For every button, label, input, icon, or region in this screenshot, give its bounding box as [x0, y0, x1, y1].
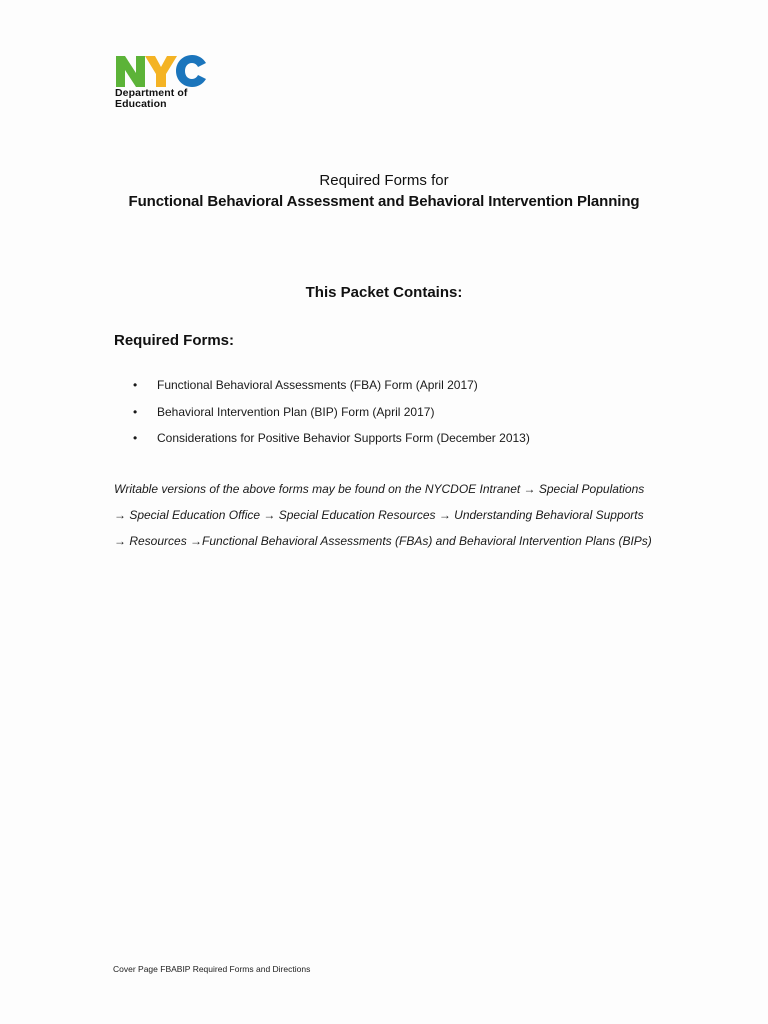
page-footer: Cover Page FBABIP Required Forms and Directions: [113, 964, 311, 974]
required-forms-heading: Required Forms:: [114, 332, 235, 349]
document-title: [0, 171, 768, 213]
bullet-icon: •: [133, 431, 138, 445]
logo-department-line1: Department of: [115, 87, 188, 99]
nyc-logo-mark: [115, 54, 207, 88]
list-item-text: Functional Behavioral Assessments (FBA) Form (April 2017): [157, 378, 478, 392]
list-item: [133, 425, 530, 452]
packet-contents-heading: This Packet Contains:: [305, 284, 463, 301]
list-item: [133, 399, 530, 426]
note-line-3: → Resources →Functional Behavioral Assessments (FBAs) and Behavioral Intervention Plans (BIPs): [114, 534, 652, 548]
required-forms-list: [133, 372, 530, 452]
bullet-icon: •: [133, 378, 138, 392]
note-line-1: Writable versions of the above forms may be found on the NYCDOE Intranet → Special Populations: [114, 482, 645, 496]
nyc-doe-logo: [115, 54, 225, 110]
list-item-text: Considerations for Positive Behavior Supports Form (December 2013): [157, 431, 530, 445]
title-line-2: Functional Behavioral Assessment and Behavioral Intervention Planning: [128, 193, 640, 210]
list-item: [133, 372, 530, 399]
writable-versions-note: [114, 476, 674, 554]
bullet-icon: •: [133, 404, 138, 419]
note-line-2: → Special Education Office → Special Education Resources → Understanding Behavioral Supports: [114, 508, 644, 522]
title-line-1: Required Forms for: [319, 172, 449, 189]
logo-department-line2: Education: [115, 98, 167, 110]
list-item-text: Behavioral Intervention Plan (BIP) Form (April 2017): [157, 404, 435, 419]
